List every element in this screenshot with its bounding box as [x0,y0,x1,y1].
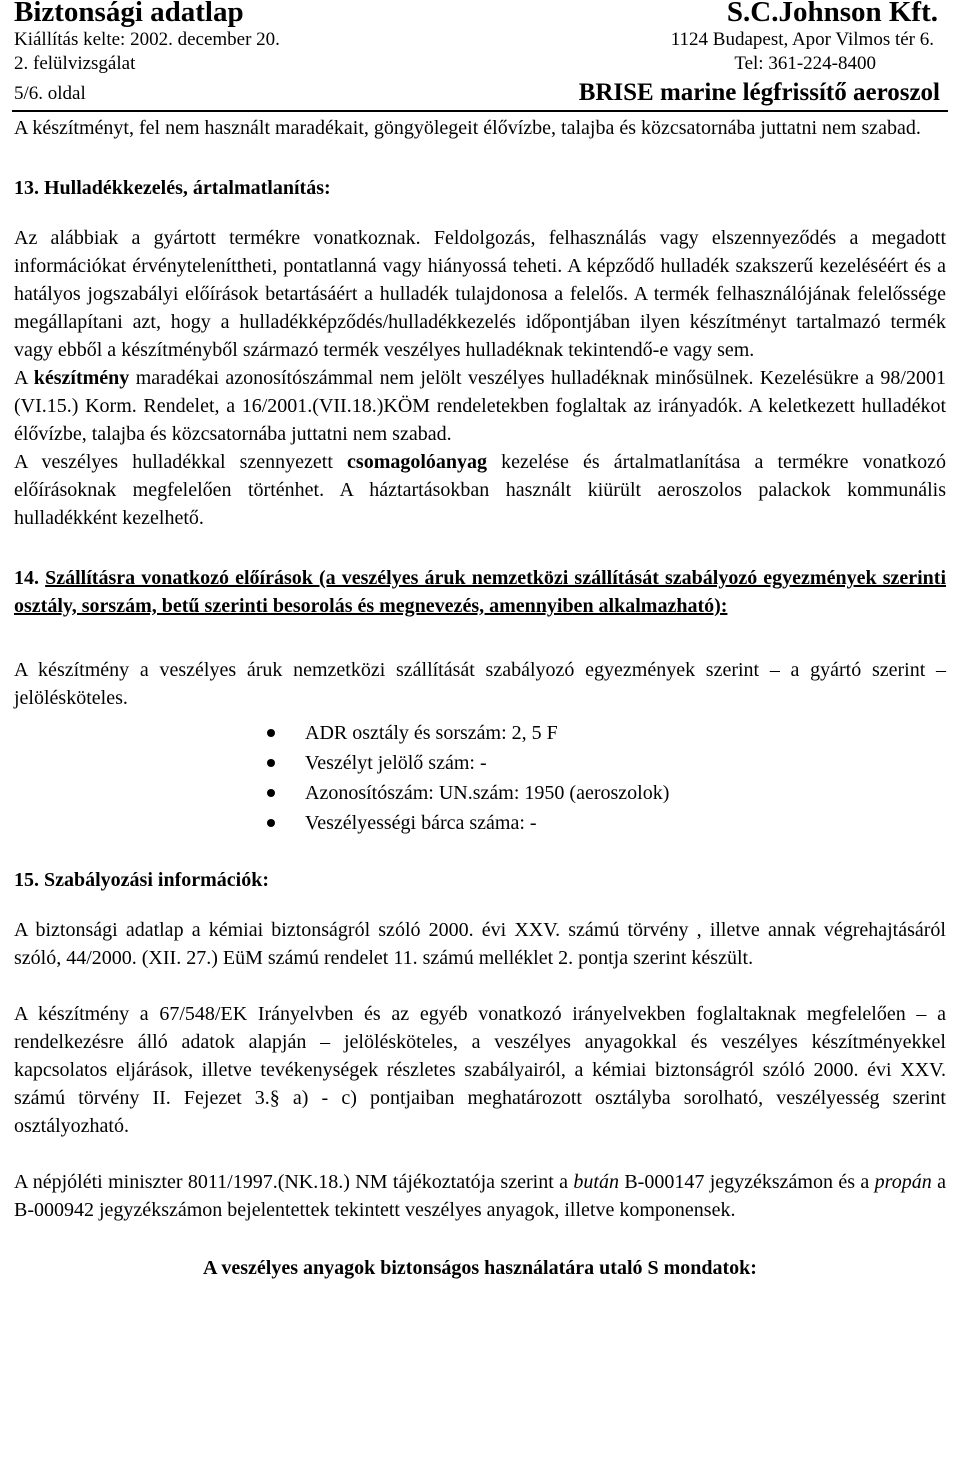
text-run: a B-000942 jegyzékszámon bejelentettek tekintett veszélyes anyagok, illetve komponensek. [14,1171,946,1221]
italic-term: bután [573,1171,619,1193]
bold-term: készítmény [33,367,130,389]
section-13-paragraph-3 [14,448,946,532]
page-number: 5/6. oldal [14,83,86,104]
section-14-paragraph: A készítmény a veszélyes áruk nemzetközi szállítását szabályozó egyezmények szerint – a gyártó szerint – jelölésköteles. [14,659,946,709]
section-title-text: Szállításra vonatkozó előírások (a veszélyes áruk nemzetközi szállítását szabályozó egyezmények szerinti osztály, sorszám, betű szerinti besorolás és megnevezés, amennyiben alkalmazható): [14,567,947,617]
company-address: 1124 Budapest, Apor Vilmos tér 6. [670,29,934,50]
section-15-paragraph-2: A készítmény a 67/548/EK Irányelvben és az egyéb vonatkozó irányelvekben foglaltaknak megfelelően – a rendelkezésre álló adatok alapján – jelölésköteles, a veszélyes anyagokkal és veszélyes készítményekkel kapcsolatos eljárások, illetve tevékenységek részletes szabályairól, a kémiai biztonságról szóló 2000. évi XXV. számú törvény II. Fejezet 3.§ a) - c) pontjaiban meghatározott osztályba sorolható, veszélyesség szerint osztályozható. [14,1003,946,1137]
doc-title: Biztonsági adatlap [14,0,244,28]
list-item-text: ADR osztály és sorszám: 2, 5 F [305,722,558,744]
text-run: maradékai azonosítószámmal nem jelölt veszélyes hulladéknak minősülnek. Kezelésükre a 98/2001 (VI.15.) Korm. Rendelet, a 16/2001.(VII.18.)KÖM rendeletekben foglaltak az irányadók. A keletkezett hulladékot élővízbe, talajba és közcsatornába juttatni nem szabad. [14,367,946,445]
issue-date: Kiállítás kelte: 2002. december 20. [14,29,280,50]
italic-term: propán [874,1171,932,1193]
page-header [0,0,960,112]
list-item-text: Veszélyt jelölő szám: - [305,752,487,774]
document-body [14,112,946,1282]
section-15-title: 15. Szabályozási információk: [14,869,269,891]
text-run: A veszélyes hulladékkal szennyezett [14,451,348,473]
bullet-icon [267,789,275,797]
bullet-icon [267,819,275,827]
company-phone: Tel: 361-224-8400 [734,53,876,74]
list-item-text: Azonosítószám: UN.szám: 1950 (aeroszolok) [305,782,670,804]
section-13-title: 13. Hulladékkezelés, ártalmatlanítás: [14,177,331,199]
product-name: BRISE marine légfrissítő aeroszol [578,79,940,106]
list-item [14,808,946,838]
section-15-paragraph-3 [14,1168,946,1224]
text-run: B-000147 jegyzékszámon és a [618,1171,875,1193]
intro-paragraph: A készítményt, fel nem használt maradékait, göngyölegeit élővízbe, talajba és közcsatornába juttatni nem szabad. [14,117,921,139]
bullet-icon [267,759,275,767]
revision-label: 2. felülvizsgálat [14,53,136,74]
section-15-paragraph-1: A biztonsági adatlap a kémiai biztonságról szóló 2000. évi XXV. számú törvény , illetve annak végrehajtásáról szóló, 44/2000. (XII. 27.) EüM számú rendelet 11. számú melléklet 2. pontja szerint készült. [14,919,946,969]
text-run: kezelése és ártalmatlanítása a termékre vonatkozó előírásoknak megfelelően történhet. A háztartásokban használt kiürült aeroszolos palackok kommunális hulladékként kezelhető. [14,451,946,529]
company-name: S.C.Johnson Kft. [726,0,938,28]
list-item [14,718,946,748]
section-14-title [14,564,946,620]
section-13-paragraph-2 [14,364,946,448]
list-item [14,778,946,808]
bold-term: csomagolóanyag [347,451,488,473]
bullet-icon [267,729,275,737]
section-number: 14. [14,567,46,589]
list-item [14,748,946,778]
list-item-text: Veszélyességi bárca száma: - [305,812,537,834]
s-phrases-heading: A veszélyes anyagok biztonságos használatára utaló S mondatok: [203,1257,757,1279]
text-run: A [14,367,34,389]
section-13-paragraph-1: Az alábbiak a gyártott termékre vonatkoznak. Feldolgozás, felhasználás vagy elszennyeződés a megadott információkat érvényteleníttheti, pontatlanná vagy hiányossá teheti. A képződő hulladék szakszerű kezeléséért és a hatályos jogszabályi előírások betartásáért a hulladék tulajdonosa a felelős. A termék felhasználójának felelőssége megállapítani azt, hogy a hulladékképződés/hulladékkezelés időpontjában ilyen készítményt tartalmazó termék vagy ebből a készítményből származó termék veszélyes hulladéknak tekintendő-e vagy sem. [14,227,946,361]
text-run: A népjóléti miniszter 8011/1997.(NK.18.) NM tájékoztatója szerint a [14,1171,574,1193]
transport-bullet-list [14,718,946,838]
